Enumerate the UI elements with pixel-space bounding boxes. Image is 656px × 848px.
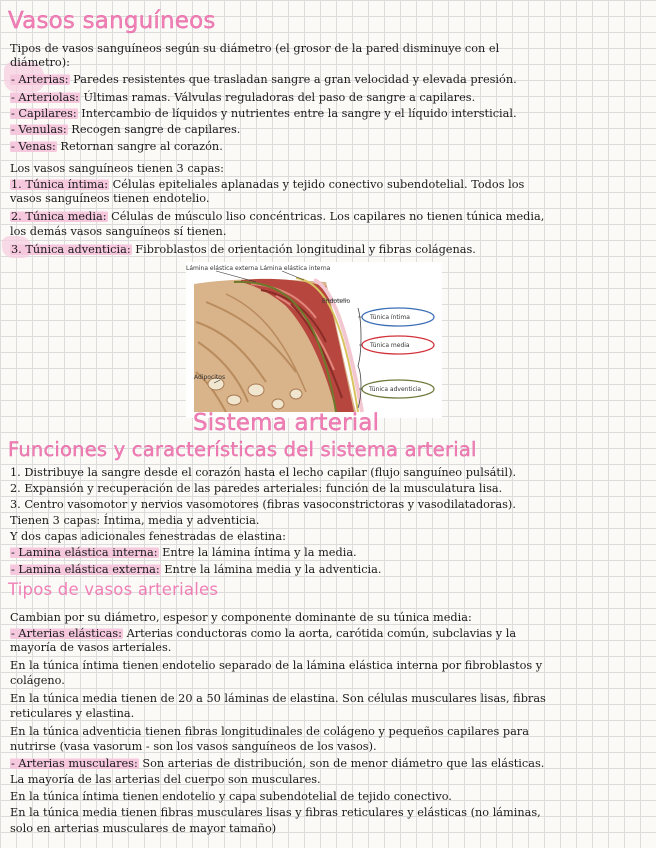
term-description: Son arterias de distribución, son de menor diámetro que las elásticas. (138, 757, 545, 770)
term-description: Células de músculo liso concéntricas. Los capilares no tienen túnica media, (107, 210, 545, 223)
term-description: Entre la lámina íntima y la media. (158, 546, 357, 559)
vessel-wall-figure (186, 262, 442, 418)
list-item-continuation: vasos sanguíneos tienen endotelio. (10, 192, 210, 205)
layers-intro: Los vasos sanguíneos tienen 3 capas: (10, 162, 224, 175)
term-description: Arterias conductoras como la aorta, carótida común, subclavias y la (122, 627, 517, 640)
intro-line: Tipos de vasos sanguíneos según su diámetro (el grosor de la pared disminuye con el (10, 42, 500, 55)
page-title: Vasos sanguíneos (8, 8, 216, 34)
section-title: Sistema arterial (193, 410, 380, 436)
list-item (10, 563, 381, 577)
paragraph-line: En la túnica media tienen de 20 a 50 láminas de elastina. Son células musculares lisas, fibras (10, 692, 546, 705)
term-highlight: - Capilares: (11, 107, 77, 120)
list-item (10, 210, 544, 224)
paragraph-line: En la túnica adventicia tienen fibras longitudinales de colágeno y pequeños capilares para (10, 725, 529, 738)
list-item (10, 140, 223, 154)
term-highlight: - Arterias: (11, 73, 69, 86)
term-highlight: - Venulas: (11, 123, 67, 136)
term-highlight: - Arteriolas: (11, 91, 79, 104)
paragraph-line: reticulares y elastina. (10, 707, 135, 720)
label-tunica-adventitia: Túnica adventicia (369, 386, 422, 393)
label-external-lamina: Lámina elástica externa (186, 265, 259, 272)
list-item-continuation: los demás vasos sanguíneos sí tienen. (10, 225, 227, 238)
paragraph-line: colágeno. (10, 674, 65, 687)
paragraph-line: nutrirse (vasa vasorum - son los vasos sanguíneos de los vasos). (10, 740, 377, 753)
term-description: Entre la lámina media y la adventicia. (160, 563, 382, 576)
list-item (10, 757, 544, 771)
list-item (10, 107, 517, 121)
paragraph-line: La mayoría de las arterias del cuerpo son musculares. (10, 773, 321, 786)
capas-line: Tienen 3 capas: Íntima, media y adventicia. (10, 514, 260, 527)
term-highlight: - Lamina elástica interna: (11, 546, 158, 559)
term-description: Retornan sangre al corazón. (56, 140, 223, 153)
term-highlight: - Lamina elástica externa: (11, 563, 160, 576)
term-description: Paredes resistentes que trasladan sangre a gran velocidad y elevada presión. (69, 73, 517, 86)
term-description: Fibroblastos de orientación longitudinal y fibras colágenas. (131, 243, 476, 256)
term-highlight: 1. Túnica íntima: (11, 178, 109, 191)
term-highlight: - Venas: (11, 140, 56, 153)
list-item: 2. Expansión y recuperación de las paredes arteriales: función de la musculatura lisa. (10, 482, 503, 495)
list-item (10, 546, 357, 560)
term-highlight: 3. Túnica adventicia: (11, 243, 131, 256)
subsection-title: Funciones y características del sistema arterial (8, 438, 477, 461)
list-item (10, 91, 475, 105)
list-item: 3. Centro vasomotor y nervios vasomotores (fibras vasoconstrictoras y vasodilatadoras). (10, 498, 516, 511)
paragraph-line: En la túnica íntima tienen endotelio y capa subendotelial de tejido conectivo. (10, 790, 452, 803)
term-highlight: 2. Túnica media: (11, 210, 107, 223)
vessel-wall-illustration (186, 262, 442, 418)
term-description: Recogen sangre de capilares. (67, 123, 241, 136)
paragraph-line: En la túnica media tienen fibras musculares lisas y fibras reticulares y elásticas (no láminas, (10, 806, 541, 819)
paragraph-line: En la túnica íntima tienen endotelio separado de la lámina elástica interna por fibroblastos y (10, 659, 543, 672)
term-description: Intercambio de líquidos y nutrientes entre la sangre y el líquido intersticial. (77, 107, 517, 120)
list-item (10, 627, 516, 641)
list-item (10, 243, 476, 257)
list-item (10, 123, 240, 137)
term-highlight: - Arterias musculares: (11, 757, 138, 770)
intro-line: diámetro): (10, 56, 70, 69)
label-tunica-media: Túnica media (370, 342, 410, 349)
label-endothelium: Endotelio (322, 298, 351, 305)
label-internal-lamina: Lámina elástica interna (260, 265, 331, 272)
types-intro: Cambian por su diámetro, espesor y componente dominante de su túnica media: (10, 611, 472, 624)
label-tunica-intima: Túnica íntima (370, 314, 410, 321)
list-item (10, 178, 524, 192)
term-description: Últimas ramas. Válvulas reguladoras del paso de sangre a capilares. (79, 91, 476, 104)
elastin-intro: Y dos capas adicionales fenestradas de elastina: (10, 530, 286, 543)
list-item (10, 73, 517, 87)
label-adipocytes: Adipocitos (194, 374, 226, 381)
list-item: 1. Distribuye la sangre desde el corazón hasta el lecho capilar (flujo sanguíneo pulsátil). (10, 466, 517, 479)
types-title: Tipos de vasos arteriales (8, 580, 219, 599)
term-description: Células epiteliales aplanadas y tejido conectivo subendotelial. Todos los (109, 178, 525, 191)
paragraph-line: solo en arterias musculares de mayor tamaño) (10, 822, 277, 835)
term-highlight: - Arterias elásticas: (11, 627, 122, 640)
list-item-continuation: mayoría de vasos arteriales. (10, 641, 172, 654)
